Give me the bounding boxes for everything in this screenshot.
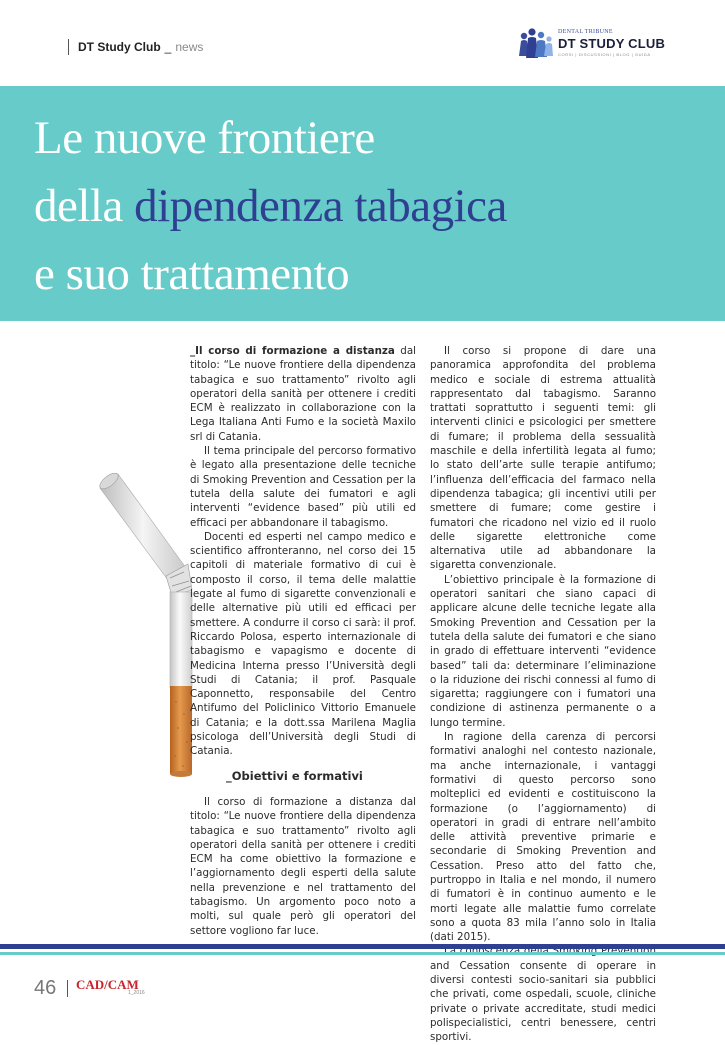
paragraph: Docenti ed esperti nel campo medico e scientifico affronteranno, nel corso dei 15 capitoli di materiale formativo di cui è composto il corso, il tema delle malattie legate al fumo di sigarette convenzionali e delle alternative più utili ed efficaci per smettere. A condurre il corso ci sarà: il prof. Riccardo Polosa, esperto internazionale di tabagismo e vapagismo e docente di Medicina Interna presso l’Università degli Studi di Catania; il prof. Pasquale Caponnetto, responsabile del Centro Antifumo del Policlinico Vittorio Emanuele di Catania; e la dott.ssa Marilena Maglia psicologa dell’Università degli Studi di Catania. — [190, 530, 416, 758]
article-column-2 — [430, 344, 656, 1045]
section-name: news — [175, 40, 204, 54]
section-divider — [68, 39, 69, 55]
logo-publisher: DENTAL TRIBUNE — [558, 29, 613, 35]
paragraph: and Cessation consente di operare in diversi contesti socio-sanitari sia pubblici che privati, come ospedali, scuole, cliniche private o private accreditate, studi medici polispecialistici, centri benessere, centri sportivi. — [430, 959, 656, 1044]
issue-label: 1_2016 — [128, 990, 145, 996]
page-number: 46 — [34, 977, 57, 999]
section-brand: DT Study Club — [78, 40, 161, 54]
section-tag — [68, 37, 203, 57]
footer-bar-teal — [0, 952, 725, 955]
footer-divider — [67, 980, 68, 997]
page-header — [0, 0, 725, 86]
article-column-1 — [190, 344, 416, 938]
paragraph: In ragione della carenza di percorsi formativi analoghi nel contesto nazionale, ma anche internazionale, i vantaggi formativi di questo percorso sono molteplici ed evidenti e costituiscono la formazione (o l’aggiornamento) di operatori in gradi di entrare nell’ambito delle attività preventive primarie e secondarie di Smoking Prevention and Cessation. Preso atto del fatto che, purtroppo in Italia e nel mondo, il numero di fumatori è in continuo aumento e le morti legate alle malattie fumo correlate sono a quota 83 mila l’anno solo in Italia (dati 2015). — [430, 731, 656, 944]
intro-paragraph — [190, 344, 416, 444]
title-line-3: e suo trattamento — [34, 248, 350, 300]
section-separator: _ — [164, 40, 172, 54]
paragraph: Il corso si propone di dare una panoramica approfondita del problema medico e sociale di estrema attualità rappresentato dal tabagismo. Saranno trattati soprattutto i seguenti temi: gli interventi clinici e psicologici per smettere di fumare; il problema della sessualità maschile e della infertilità legata al fumo; lo stato dell’arte sulle terapie antifumo; l’influenza dell’efficacia del farmaco nella dipendenza tabagica; gli incentivi utili per smettere di fumare; come gestire i fumatori che ricadono nel vizio ed il ruolo delle sigarette elettroniche come alternativa utile ad abbandonare la sigaretta convenzionale. — [430, 345, 656, 572]
dt-study-club-logo — [516, 24, 666, 62]
title-highlight: dipendenza tabagica — [134, 180, 507, 232]
paragraph: L’obiettivo principale è la formazione di operatori sanitari che siano capaci di applicare alcune delle tecniche legate alla Smoking Prevention and Cessation per la tutela della salute dei fumatori e che siano in grado di effettuare interventi “evidence based” tali da: determinare l’eliminazione o la riduzione dei rischi connessi al fumo di sigaretta; raggiungere con i fumatori una condizione di astinenza permanente o a lungo termine. — [430, 573, 656, 729]
article-title — [34, 104, 507, 308]
title-line-1: Le nuove frontiere — [34, 112, 375, 164]
logo-tagline: CORSI | DISCUSSIONI | BLOG | GUIDA — [558, 52, 651, 57]
paragraph: Il tema principale del percorso formativo è legato alla presentazione delle tecniche di Smoking Prevention and Cessation per la tutela della salute dei fumatori e agli interventi “evidence based” più utili ed efficaci per abbandonare il tabagismo. — [190, 445, 416, 529]
section-subheading: _Obiettivi e formativi — [226, 768, 363, 783]
intro-text: dal titolo: “Le nuove frontiere della dipendenza tabagica e suo trattamento” rivolto agli operatori della sanità per ottenere i crediti ECM è realizzato in collaborazione con la Lega Italiana Anti Fumo e la società Maxilo srl di Catania. — [190, 345, 417, 443]
magazine-logo: CAD/CAM — [76, 977, 139, 992]
people-group-icon — [516, 26, 554, 60]
title-line-2-pre: della — [34, 180, 135, 232]
logo-title: DT STUDY CLUB — [558, 36, 666, 51]
paragraph: Il corso di formazione a distanza dal titolo: “Le nuove frontiere della dipendenza tabagica e suo trattamento” rivolto agli operatori della sanità per ottenere i crediti ECM ha come obiettivo la formazione e l’aggiornamento degli esperti della salute nella prevenzione e nel trattamento del tabagismo. Un argomento poco noto a molti, sul quale però gli operatori del settore vogliono far luce. — [190, 795, 416, 937]
footer-bar-navy — [0, 944, 725, 949]
lead-in: _Il corso di formazione a distanza — [190, 345, 395, 357]
